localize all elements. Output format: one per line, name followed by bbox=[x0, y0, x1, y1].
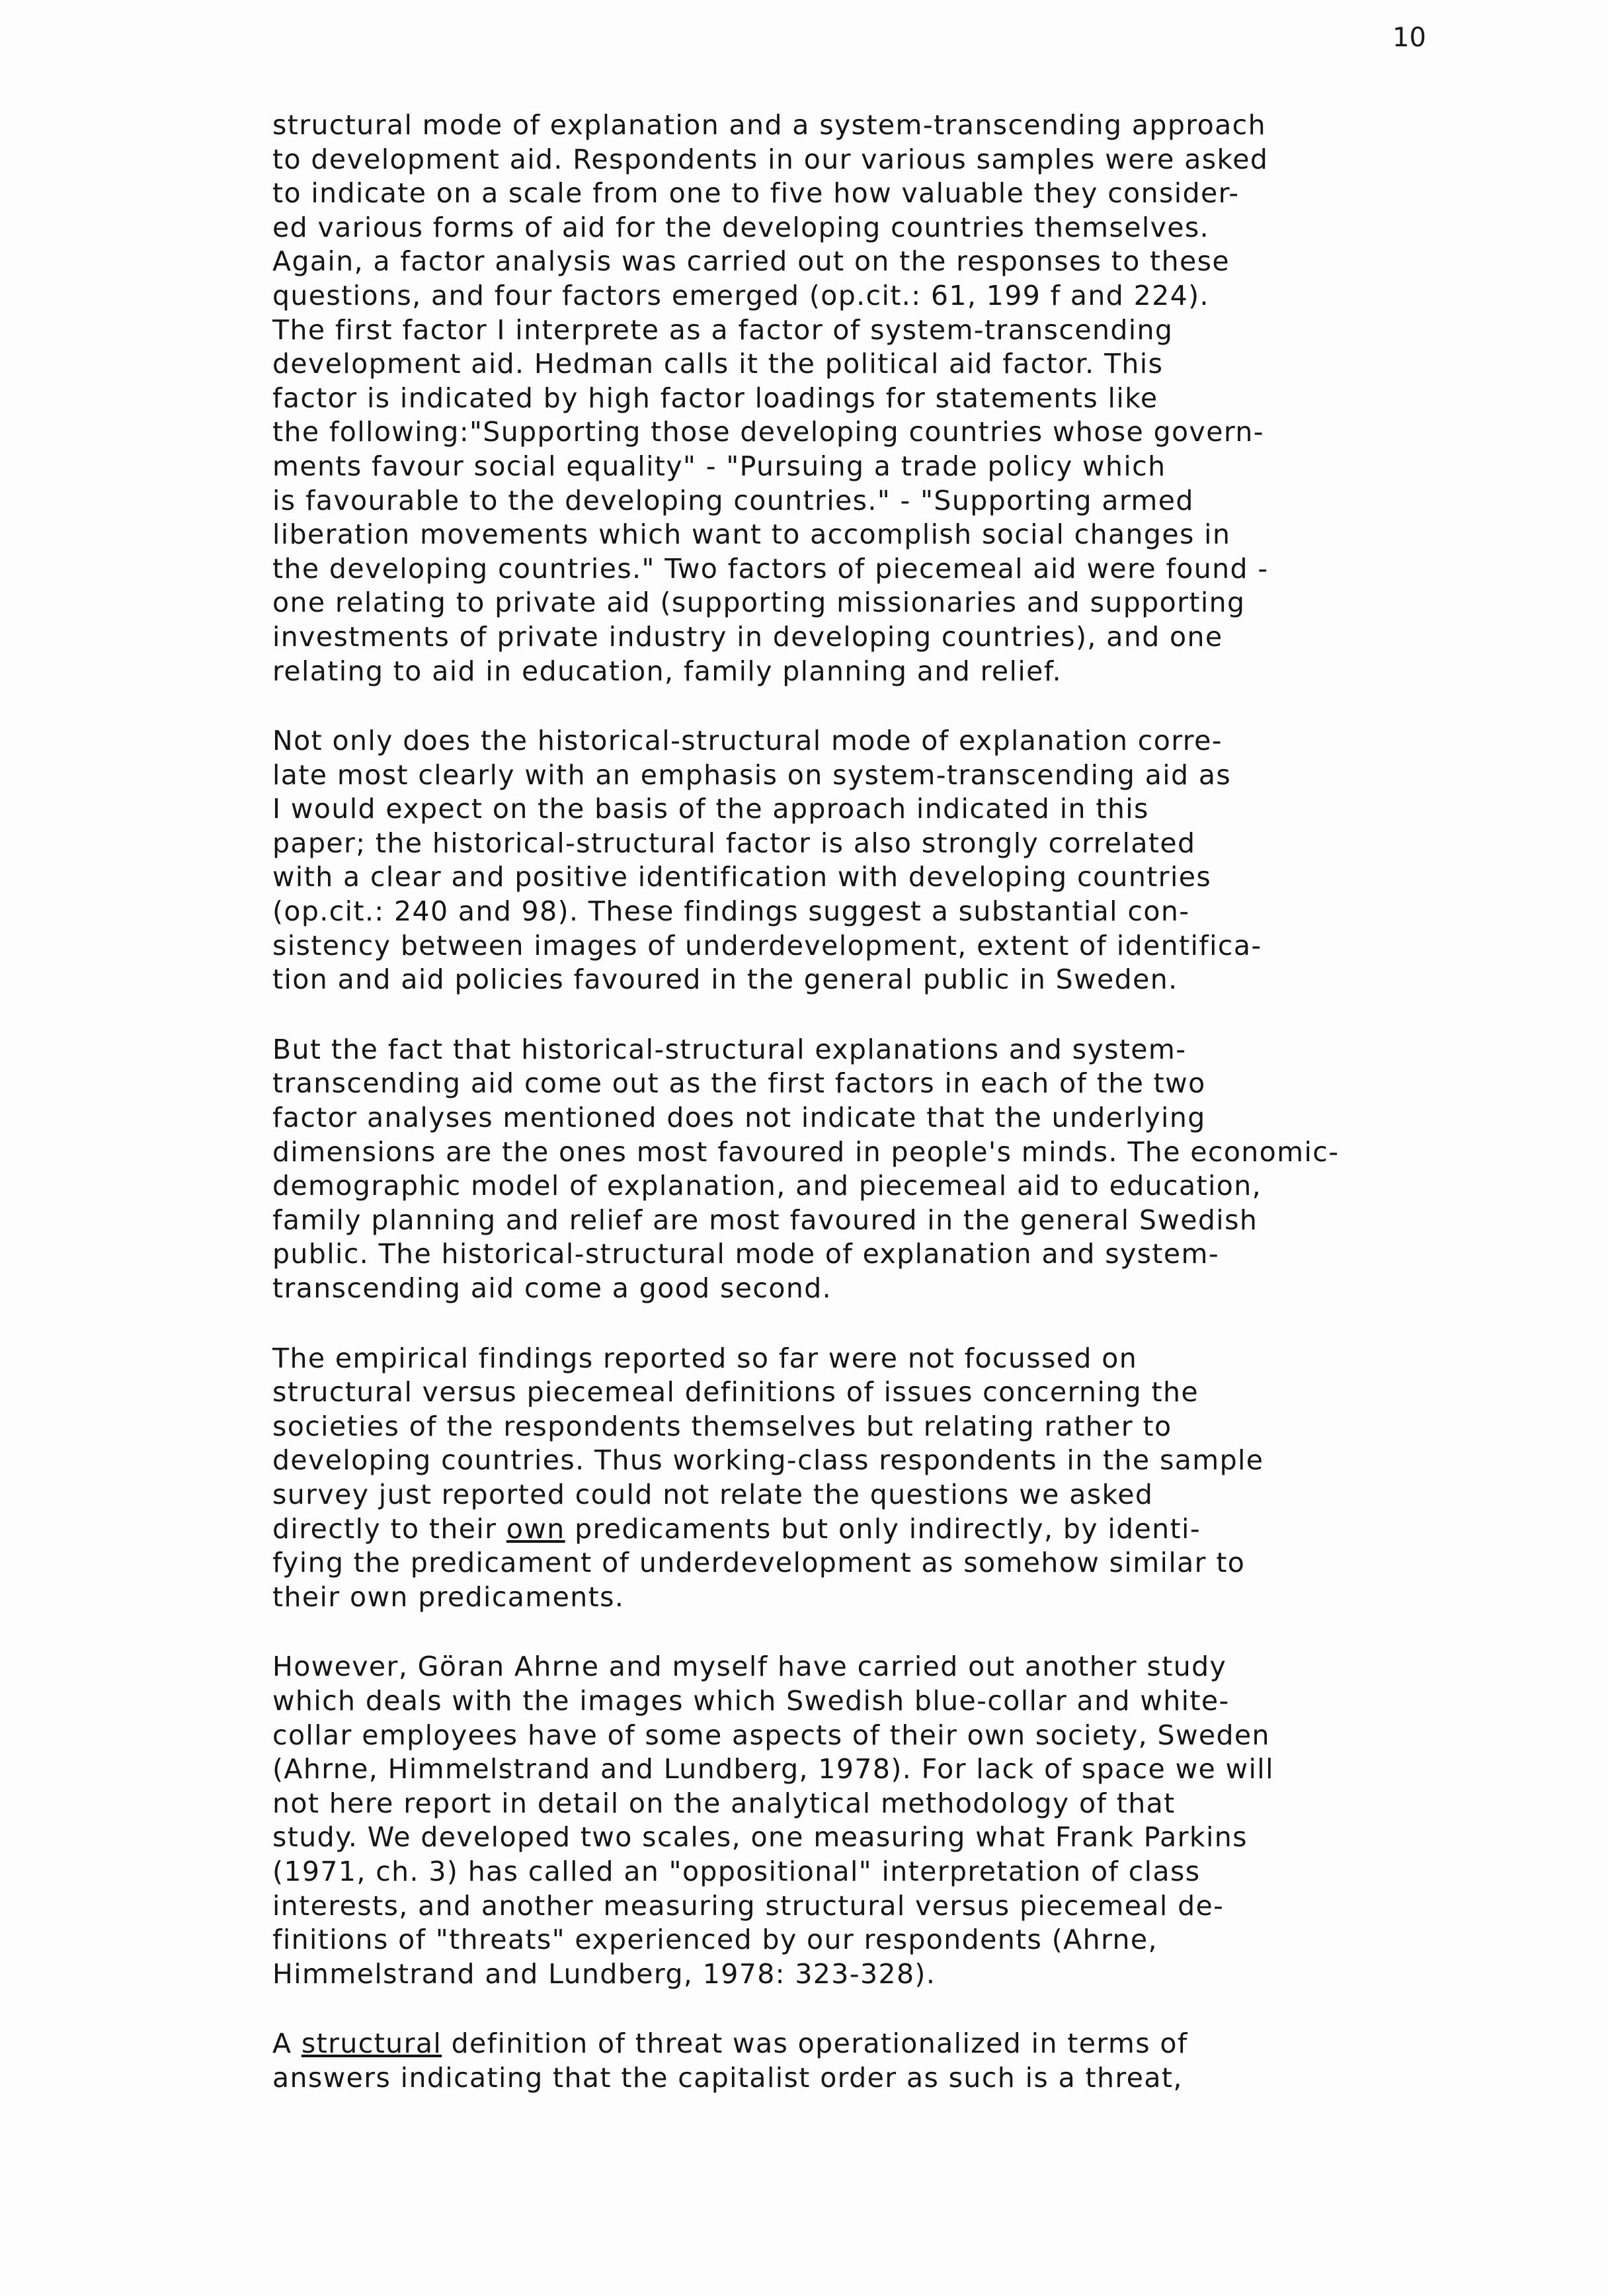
paragraph-aid-factors bbox=[272, 108, 1515, 688]
underlined-word-own: own bbox=[506, 1512, 565, 1545]
paragraph-factor-analyses bbox=[272, 1033, 1515, 1306]
paragraph-text: But the fact that historical-structural explanations and system- transcending aid come out as the first factors in each of the two factor analyses mentioned does not indicate that the underlying dimensions are the ones most favoured in people's minds. The economic- demographic model of explanation, and piecemeal aid to education, family planning and relief are most favoured in the general Swedish public. The historical-structural mode of explanation and system- transcending aid come a good second. bbox=[272, 1033, 1340, 1304]
body-text bbox=[272, 108, 1515, 2095]
paragraph-ahrne-study bbox=[272, 1650, 1515, 1991]
paragraph-text: structural mode of explanation and a system-transcending approach to development aid. Respondents in our various samples were asked to indicate on a scale from one to five how valuable they consider- ed various forms of aid for the developing countries themselves. Again, a factor analysis was carried out on the responses to these questions, and four factors emerged (op.cit.: 61, 199 f and 224). The first factor I interprete as a factor of system-transcending development aid. Hedman calls it the political aid factor. This factor is indicated by high factor loadings for statements like the following:"Supporting those developing countries whose govern- ments favour social equality" - "Pursuing a trade policy which is favourable to the developing countries." - "Supporting armed liberation movements which want to accomplish social changes in the developing countries." Two factors of piecemeal aid were found - one relating to private aid (supporting missionaries and supporting investments of private industry in developing countries), and one relating to aid in education, family planning and relief. bbox=[272, 109, 1269, 687]
underlined-word-structural: structural bbox=[301, 2028, 442, 2060]
paragraph-empirical-findings bbox=[272, 1342, 1515, 1615]
paragraph-structural-threat bbox=[272, 2027, 1515, 2095]
paragraph-correlation bbox=[272, 724, 1515, 997]
paragraph-text: The empirical findings reported so far were not focussed on structural versus piecemeal definitions of issues concerning the societies of the respondents themselves but relating rather to developing countries. Thus working-class respondents in the sample survey just reported could not relate the questions we asked directly to their bbox=[272, 1342, 1264, 1545]
paragraph-text: Not only does the historical-structural mode of explanation corre- late most clearly with an emphasis on system-transcending aid as I would expect on the basis of the approach indicated in this paper; the historical-structural factor is also strongly correlated with a clear and positive identification with developing countries (op.cit.: 240 and 98). These findings suggest a substantial con- sistency between images of underdevelopment, extent of identifica- tion and aid policies favoured in the general public in Sweden. bbox=[272, 725, 1262, 996]
paragraph-text: definition of threat was operationalized in terms of answers indicating that the capitalist order as such is a threat, bbox=[272, 2028, 1188, 2094]
page-number: 10 bbox=[1392, 22, 1426, 53]
paragraph-text: predicaments but only indirectly, by identi- fying the predicament of underdevelopment as somehow similar to their own predicaments. bbox=[272, 1512, 1246, 1613]
paragraph-text: However, Göran Ahrne and myself have carried out another study which deals with the images which Swedish blue-collar and white- collar employees have of some aspects of their own society, Sweden (Ahrne, Himmelstrand and Lundberg, 1978). For lack of space we will not here report in detail on the analytical methodology of that study. We developed two scales, one measuring what Frank Parkins (1971, ch. 3) has called an "oppositional" interpretation of class interests, and another measuring structural versus piecemeal de- finitions of "threats" experienced by our respondents (Ahrne, Himmelstrand and Lundberg, 1978: 323-328). bbox=[272, 1651, 1274, 1990]
paragraph-text: A bbox=[272, 2028, 302, 2060]
